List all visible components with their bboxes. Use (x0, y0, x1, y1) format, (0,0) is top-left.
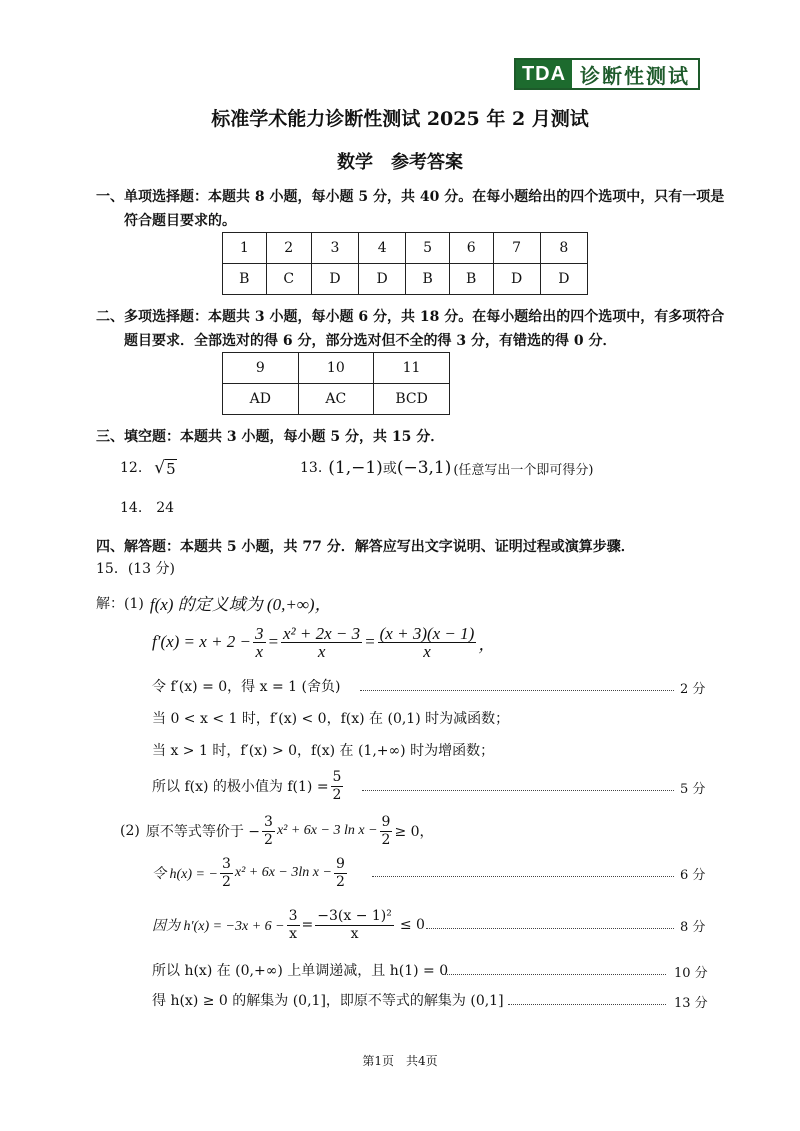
table-cell: BCD (374, 384, 450, 415)
dot-leader (362, 790, 674, 791)
fraction-num: −3(x − 1)² (317, 907, 392, 924)
table-cell: B (223, 264, 267, 295)
fraction (287, 908, 300, 943)
fraction-num: (x + 3)(x − 1) (379, 623, 475, 643)
p1-deriv-lhs: f′(x) = x + 2 − (152, 632, 252, 651)
fraction-den: 2 (264, 831, 273, 848)
score: 6 分 (680, 868, 706, 883)
q13-label: 13. (300, 460, 323, 476)
dot-leader (372, 876, 674, 877)
p1-line6-text: 所以 f(x) 的极小值为 f(1) = (152, 779, 329, 795)
section4-heading: 四、解答题：本题共 5 小题，共 77 分．解答应写出文字说明、证明过程或演算步骤． (96, 539, 635, 555)
table-cell: D (540, 264, 587, 295)
q13-or: 或 (382, 461, 397, 477)
fraction-den: x (423, 641, 431, 661)
table-cell: D (493, 264, 540, 295)
q13-point-b: (−3,1) (396, 458, 452, 478)
table-cell: 2 (266, 233, 311, 264)
p2-line3-text: 因为 h′(x) = −3x + 6 − (152, 919, 285, 934)
p2-line2-text: 令 h(x) = − (152, 867, 218, 882)
page-subtitle: 数学 参考答案 (337, 152, 463, 173)
fraction-den: x (350, 925, 359, 942)
page-title: 标准学术能力诊断性测试 2025 年 2 月测试 (211, 108, 589, 130)
p2-line2 (152, 852, 349, 894)
part1-label: 解：(1) (96, 595, 144, 612)
fraction (262, 814, 275, 849)
fraction-num: x² + 2x − 3 (283, 623, 361, 643)
score: 10 分 (674, 966, 708, 981)
logo-text: 诊断性测试 (580, 63, 690, 88)
table-cell: 11 (374, 353, 450, 384)
fraction (378, 625, 477, 660)
fraction (334, 856, 347, 891)
q12-answer: 5 (166, 459, 176, 478)
q12-label: 12. (120, 460, 143, 476)
single-choice-table (222, 232, 588, 295)
fraction (220, 856, 233, 891)
tda-logo (514, 58, 700, 90)
p2-line2-mid: x² + 6x − 3ln x − (234, 865, 332, 880)
answer-14: 14. 24 (120, 500, 175, 516)
table-cell: D (359, 264, 406, 295)
table-cell: 7 (493, 233, 540, 264)
table-cell: 9 (223, 353, 299, 384)
fraction-num: 3 (221, 855, 231, 872)
table-cell: C (266, 264, 311, 295)
dot-leader (508, 1004, 666, 1005)
fraction (315, 908, 394, 943)
p1-line1 (96, 590, 332, 615)
table-cell: 5 (406, 233, 450, 264)
fraction-den: x (289, 925, 298, 942)
fraction-den: x (255, 641, 264, 661)
p1-line6 (152, 766, 345, 806)
table-cell: 10 (298, 353, 374, 384)
table-row (223, 384, 450, 415)
answer-13 (300, 458, 594, 478)
p2-line1-text: 原不等式等价于 − (145, 824, 261, 840)
p1-derivative: f′(x) = x + 2 − $\frac{3}{x}$ = $\frac{\text{x² + 2x − 3}}{x}$ = $\frac{(x + 3)(x - 1)}{x}$ ， (152, 623, 496, 661)
fraction-num: 9 (335, 855, 345, 872)
p2-line1 (120, 810, 434, 852)
section2-heading: 二、多项选择题：本题共 3 小题，每小题 6 分，共 18 分。在每小题给出的四个选项中，有多项符合 (96, 309, 725, 325)
logo-mark: TDA (516, 60, 572, 88)
p2-line3-end: ≤ 0 (399, 917, 425, 933)
fraction (253, 625, 266, 660)
p1-line3: 令 f′(x) = 0，得 x = 1 (舍负) (152, 679, 341, 695)
p2-line3: 因为 h′(x) = −3x + 6 − $\frac{3}{x}$ = $\frac{\text{−3(x − 1)²}}{x}$ ≤ 0 (152, 907, 425, 942)
fraction-num: 3 (255, 623, 264, 643)
dot-leader (360, 690, 674, 691)
p2-line5: 得 h(x) ≥ 0 的解集为 (0,1]，即原不等式的解集为 (0,1] (152, 993, 504, 1009)
sqrt-icon: √ (154, 458, 166, 478)
fraction-den: 2 (381, 831, 391, 848)
table-cell: B (449, 264, 493, 295)
table-cell: 4 (359, 233, 406, 264)
table-row (223, 353, 450, 384)
p2-line1-end: ≥ 0， (394, 824, 434, 840)
answer-12 (120, 458, 177, 478)
fraction-den: 2 (335, 873, 345, 890)
p2-line1-mid: x² + 6x − 3 ln x − (276, 823, 378, 838)
fraction (380, 814, 393, 849)
multi-choice-table (222, 352, 450, 415)
score: 8 分 (680, 920, 706, 935)
fraction-num: 3 (264, 813, 273, 830)
p2-line4: 所以 h(x) 在 (0,+∞) 上单调递减，且 h(1) = 0 (152, 963, 449, 979)
fraction-den: 2 (221, 873, 231, 890)
score: 5 分 (680, 782, 706, 797)
q15-label: 15．(13 分) (96, 561, 176, 577)
table-cell: 6 (449, 233, 493, 264)
fraction-num: 5 (332, 768, 342, 785)
table-cell: 1 (223, 233, 267, 264)
fraction (331, 769, 344, 804)
section1-heading: 一、单项选择题：本题共 8 小题，每小题 5 分，共 40 分。在每小题给出的四个选项中，只有一项是 (96, 189, 725, 205)
fraction-num: 3 (288, 907, 298, 924)
q13-note: (任意写出一个即可得分) (453, 462, 594, 478)
table-cell: 3 (311, 233, 358, 264)
score: 2 分 (680, 682, 706, 697)
dot-leader (442, 974, 666, 975)
section1-heading-cont: 符合题目要求的。 (124, 213, 236, 229)
table-row (223, 233, 588, 264)
dot-leader (426, 928, 674, 929)
section2-heading-cont: 题目要求．全部选对的得 6 分，部分选对但不全的得 3 分，有错选的得 0 分． (124, 333, 617, 349)
q13-point-a: (1,−1) (328, 458, 383, 478)
table-cell: D (311, 264, 358, 295)
table-cell: B (406, 264, 450, 295)
table-row (223, 264, 588, 295)
table-cell: 8 (540, 233, 587, 264)
fraction-num: 9 (381, 813, 391, 830)
page-footer: 第1页 共4页 (362, 1054, 438, 1068)
part2-label: (2) (120, 823, 140, 839)
fraction-den: 2 (332, 786, 342, 803)
section3-heading: 三、填空题：本题共 3 小题，每小题 5 分，共 15 分． (96, 429, 445, 445)
fraction (281, 625, 362, 660)
p1-line4: 当 0 < x < 1 时，f′(x) < 0，f(x) 在 (0,1) 时为减函数； (152, 711, 510, 727)
p1-domain: f(x) 的定义域为 (0,+∞)， (149, 595, 332, 614)
fraction-den: x (317, 641, 326, 661)
table-cell: AD (223, 384, 299, 415)
table-cell: AC (298, 384, 374, 415)
p1-line5: 当 x > 1 时，f′(x) > 0，f(x) 在 (1,+∞) 时为增函数； (152, 743, 495, 759)
score: 13 分 (674, 996, 708, 1011)
